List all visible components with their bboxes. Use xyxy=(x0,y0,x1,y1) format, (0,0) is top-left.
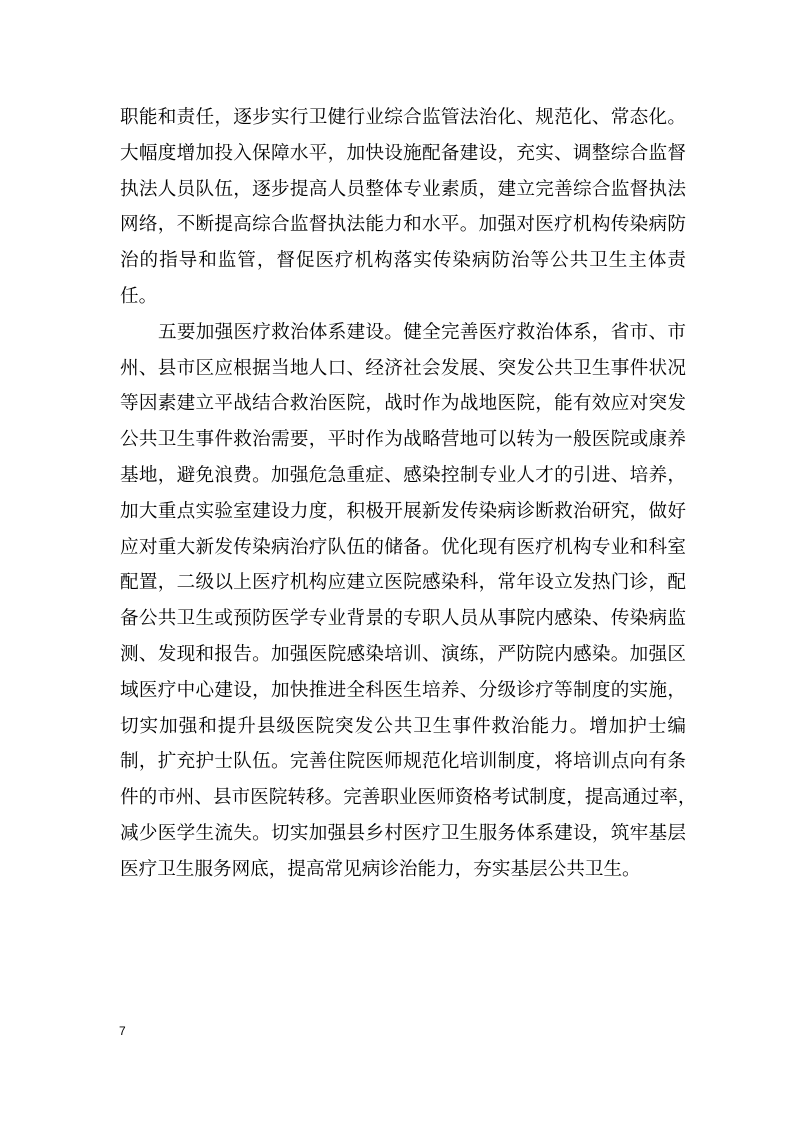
text-line: 测、发现和报告。加强医院感染培训、演练，严防院内感染。加强区 xyxy=(120,643,686,665)
text-line: 备公共卫生或预防医学专业背景的专职人员从事院内感染、传染病监 xyxy=(120,608,686,630)
text-line: 切实加强和提升县级医院突发公共卫生事件救治能力。增加护士编 xyxy=(120,715,686,737)
text-line: 州、县市区应根据当地人口、经济社会发展、突发公共卫生事件状况 xyxy=(120,357,686,379)
text-line: 等因素建立平战结合救治医院，战时作为战地医院，能有效应对突发 xyxy=(120,393,686,415)
text-line: 件的市州、县市医院转移。完善职业医师资格考试制度，提高通过率， xyxy=(120,787,697,809)
text-line: 大幅度增加投入保障水平，加快设施配备建设，充实、调整综合监督 xyxy=(120,142,686,164)
text-line: 配置，二级以上医疗机构应建立医院感染科，常年设立发热门诊，配 xyxy=(120,572,686,594)
document-body xyxy=(120,100,697,888)
text-line: 加大重点实验室建设力度，积极开展新发传染病诊断救治研究，做好 xyxy=(120,500,686,522)
text-line: 基地，避免浪费。加强危急重症、感染控制专业人才的引进、培养， xyxy=(120,464,686,486)
paragraph-1 xyxy=(120,100,686,315)
page-number: 7 xyxy=(119,1024,126,1038)
text-line: 职能和责任，逐步实行卫健行业综合监管法治化、规范化、常态化。 xyxy=(120,107,686,128)
paragraph-2 xyxy=(120,315,697,888)
text-line: 公共卫生事件救治需要，平时作为战略营地可以转为一般医院或康养 xyxy=(120,429,686,451)
text-line: 域医疗中心建设，加快推进全科医生培养、分级诊疗等制度的实施， xyxy=(120,679,686,701)
text-line: 执法人员队伍，逐步提高人员整体专业素质，建立完善综合监督执法 xyxy=(120,178,686,200)
text-line: 五要加强医疗救治体系建设。健全完善医疗救治体系，省市、市 xyxy=(158,321,686,343)
text-line: 应对重大新发传染病治疗队伍的储备。优化现有医疗机构专业和科室 xyxy=(120,536,686,558)
text-line: 医疗卫生服务网底，提高常见病诊治能力，夯实基层公共卫生。 xyxy=(120,858,641,880)
text-line: 减少医学生流失。切实加强县乡村医疗卫生服务体系建设，筑牢基层 xyxy=(120,822,686,844)
text-line: 制，扩充护士队伍。完善住院医师规范化培训制度，将培训点向有条 xyxy=(120,751,686,773)
text-line: 治的指导和监管，督促医疗机构落实传染病防治等公共卫生主体责 xyxy=(120,250,686,272)
text-line: 网络，不断提高综合监督执法能力和水平。加强对医疗机构传染病防 xyxy=(120,214,686,236)
text-line: 任。 xyxy=(120,285,158,307)
